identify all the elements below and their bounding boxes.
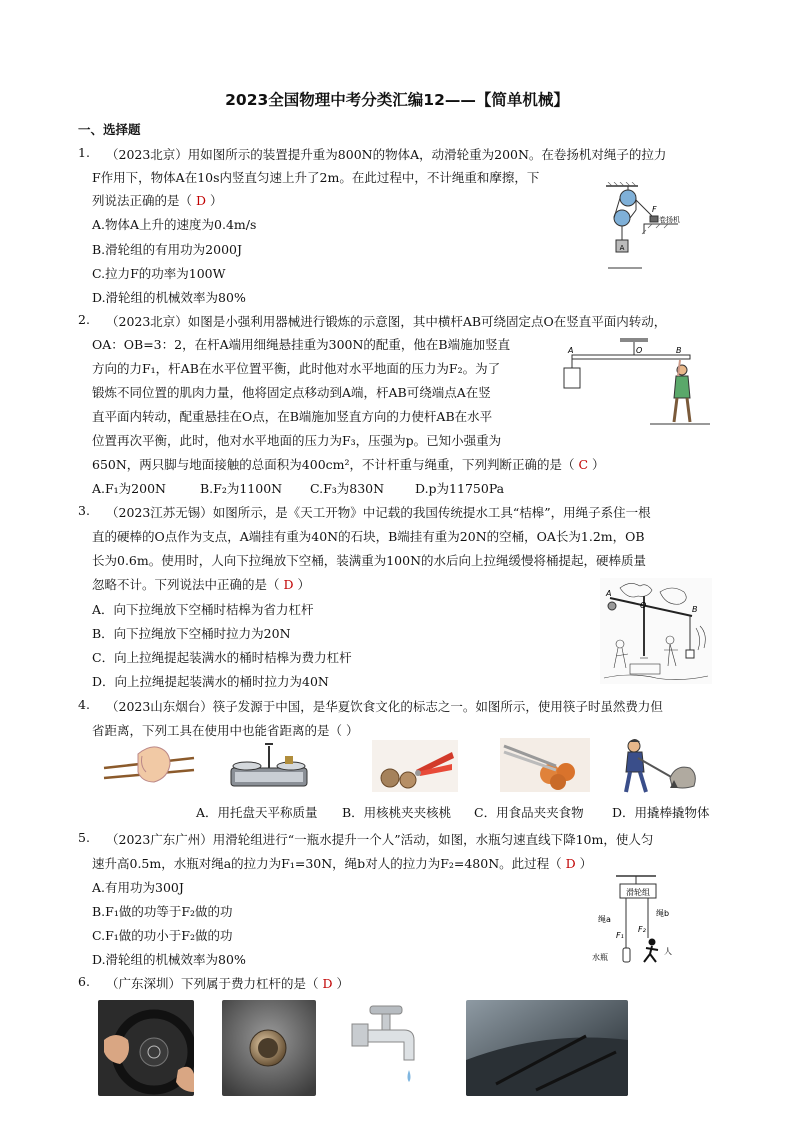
option-b: B.F₁做的功等于F₂做的功 bbox=[92, 904, 233, 919]
label-o: O bbox=[636, 346, 643, 355]
question-text: （2023广东广州）用滑轮组进行“一瓶水提升一个人”活动，如图，水瓶匀速直线下降10m，使人匀 bbox=[106, 832, 654, 847]
label-rope-a: 绳a bbox=[598, 915, 611, 924]
option-d: D.滑轮组的机械效率为80% bbox=[92, 290, 246, 305]
balance-scale-image bbox=[225, 738, 313, 792]
option-c: C．用食品夹夹食物 bbox=[474, 805, 584, 820]
option-a: A．向下拉绳放下空桶时桔槔为省力杠杆 bbox=[92, 602, 314, 617]
option-d: D．向上拉绳提起装满水的桶时拉力为40N bbox=[92, 674, 329, 689]
question-text: 直平面内转动，配重悬挂在O点，在B端施加竖直方向的力使杆AB在水平 bbox=[92, 409, 493, 424]
question-number: 2. bbox=[78, 312, 90, 327]
question-text: 锻炼不同位置的肌肉力量，他将固定点移动到A端，杆AB可绕端点A在竖 bbox=[92, 385, 491, 400]
question-number: 5. bbox=[78, 830, 90, 845]
question-text: F作用下，物体A在10s内竖直匀速上升了2m。在此过程中，不计绳重和摩擦，下 bbox=[92, 170, 540, 185]
label-person: 人 bbox=[664, 947, 672, 956]
answer: C bbox=[578, 457, 589, 472]
question-text: 速升高0.5m，水瓶对绳a的拉力为F₁=30N，绳b对人的拉力为F₂=480N。此过程（ D ） bbox=[92, 856, 593, 871]
answer: D bbox=[283, 577, 294, 592]
question-text: 方向的力F₁，杆AB在水平位置平衡，此时他对水平地面的压力为F₂。为了 bbox=[92, 361, 501, 376]
answer: D bbox=[322, 976, 333, 991]
question-text: OA：OB=3：2，在杆A端用细绳悬挂重为300N的配重，他在B端施加竖直 bbox=[92, 337, 511, 352]
question-text: 省距离，下列工具在使用中也能省距离的是（ ） bbox=[92, 723, 359, 738]
option-d: D．用撬棒撬物体 bbox=[612, 805, 710, 820]
option-a: A.有用功为300J bbox=[92, 880, 184, 895]
option-a: A.物体A上升的速度为0.4m/s bbox=[92, 217, 257, 232]
pulley-group-figure bbox=[586, 874, 698, 970]
option-c: C．向上拉绳提起装满水的桶时桔槔为费力杠杆 bbox=[92, 650, 352, 665]
option-b: B.滑轮组的有用功为2000J bbox=[92, 242, 242, 257]
question-text: （2023山东烟台）筷子发源于中国，是华夏饮食文化的标志之一。如图所示，使用筷子时虽然费力但 bbox=[106, 699, 663, 714]
question-text: （2023北京）用如图所示的装置提升重为800N的物体A，动滑轮重为200N。在卷扬机对绳子的拉力 bbox=[106, 147, 667, 162]
label-b: B bbox=[676, 346, 682, 355]
label-a: A bbox=[619, 244, 625, 252]
question-text: （2023北京）如图是小强利用器械进行锻炼的示意图，其中横杆AB可绕固定点O在竖直平面内转动， bbox=[106, 314, 667, 329]
label-bottle: 水瓶 bbox=[592, 953, 608, 962]
pulley-winch-figure bbox=[598, 182, 710, 274]
label-o: O bbox=[640, 601, 647, 610]
nutcracker-image bbox=[372, 740, 458, 792]
label-a: A bbox=[606, 589, 612, 598]
question-text: 列说法正确的是（ D ） bbox=[92, 193, 223, 208]
label-f2: F₂ bbox=[638, 925, 646, 934]
option-d: D.滑轮组的机械效率为80% bbox=[92, 952, 246, 967]
label-b: B bbox=[692, 605, 698, 614]
question-text: 位置再次平衡，此时，他对水平地面的压力为F₃，压强为p。已知小强重为 bbox=[92, 433, 502, 448]
question-text: 忽略不计。下列说法中正确的是（ D ） bbox=[92, 577, 310, 592]
section-heading: 一、选择题 bbox=[78, 122, 141, 137]
jiegao-well-sweep-figure bbox=[600, 578, 712, 684]
question-number: 1. bbox=[78, 145, 90, 160]
label-f1: F₁ bbox=[616, 931, 624, 940]
label-a: A bbox=[568, 346, 574, 355]
knob-image bbox=[222, 1000, 316, 1096]
label-box: 滑轮组 bbox=[626, 888, 650, 897]
question-text: 直的硬棒的O点作为支点，A端挂有重为40N的石块，B端挂有重为20N的空桶，OA长为1.2m，OB bbox=[92, 529, 645, 544]
question-number: 3. bbox=[78, 503, 90, 518]
question-text: 长为0.6m。使用时，人向下拉绳放下空桶，装满重为100N的水后向上拉绳缓慢将桶提起，硬棒质量 bbox=[92, 553, 647, 568]
wiper-image bbox=[466, 1000, 628, 1096]
option-a: A.F₁为200N bbox=[92, 481, 166, 496]
question-text: （2023江苏无锡）如图所示，是《天工开物》中记载的我国传统提水工具“桔槔”，用绳子系住一根 bbox=[106, 505, 651, 520]
question-number: 4. bbox=[78, 697, 90, 712]
option-b: B．向下拉绳放下空桶时拉力为20N bbox=[92, 626, 291, 641]
option-c: C.F₃为830N bbox=[310, 481, 385, 496]
option-b: B.F₂为1100N bbox=[200, 481, 283, 496]
option-b: B．用核桃夹夹核桃 bbox=[342, 805, 452, 820]
question-text: 650N，两只脚与地面接触的总面积为400cm²，不计杆重与绳重，下列判断正确的是（ C ） bbox=[92, 457, 605, 472]
option-c: C.F₁做的功小于F₂做的功 bbox=[92, 928, 233, 943]
label-f: F bbox=[652, 205, 657, 214]
answer: D bbox=[195, 193, 207, 208]
water-faucet-image bbox=[348, 1000, 434, 1096]
label-rope-b: 绳b bbox=[656, 909, 670, 918]
answer: D bbox=[565, 856, 576, 871]
question-number: 6. bbox=[78, 974, 90, 989]
label-winch: 卷扬机 bbox=[659, 216, 680, 224]
lever-exercise-figure bbox=[560, 336, 716, 428]
chopsticks-image bbox=[98, 742, 198, 788]
steering-wheel-image bbox=[98, 1000, 194, 1096]
page-title: 2023全国物理中考分类汇编12——【简单机械】 bbox=[225, 91, 569, 109]
option-d: D.p为11750Pa bbox=[415, 481, 505, 496]
question-text: （广东深圳）下列属于费力杠杆的是（ D ） bbox=[106, 976, 349, 991]
option-c: C.拉力F的功率为100W bbox=[92, 266, 226, 281]
food-tongs-image bbox=[500, 738, 590, 792]
crowbar-image bbox=[618, 736, 698, 794]
option-a: A．用托盘天平称质量 bbox=[196, 805, 318, 820]
